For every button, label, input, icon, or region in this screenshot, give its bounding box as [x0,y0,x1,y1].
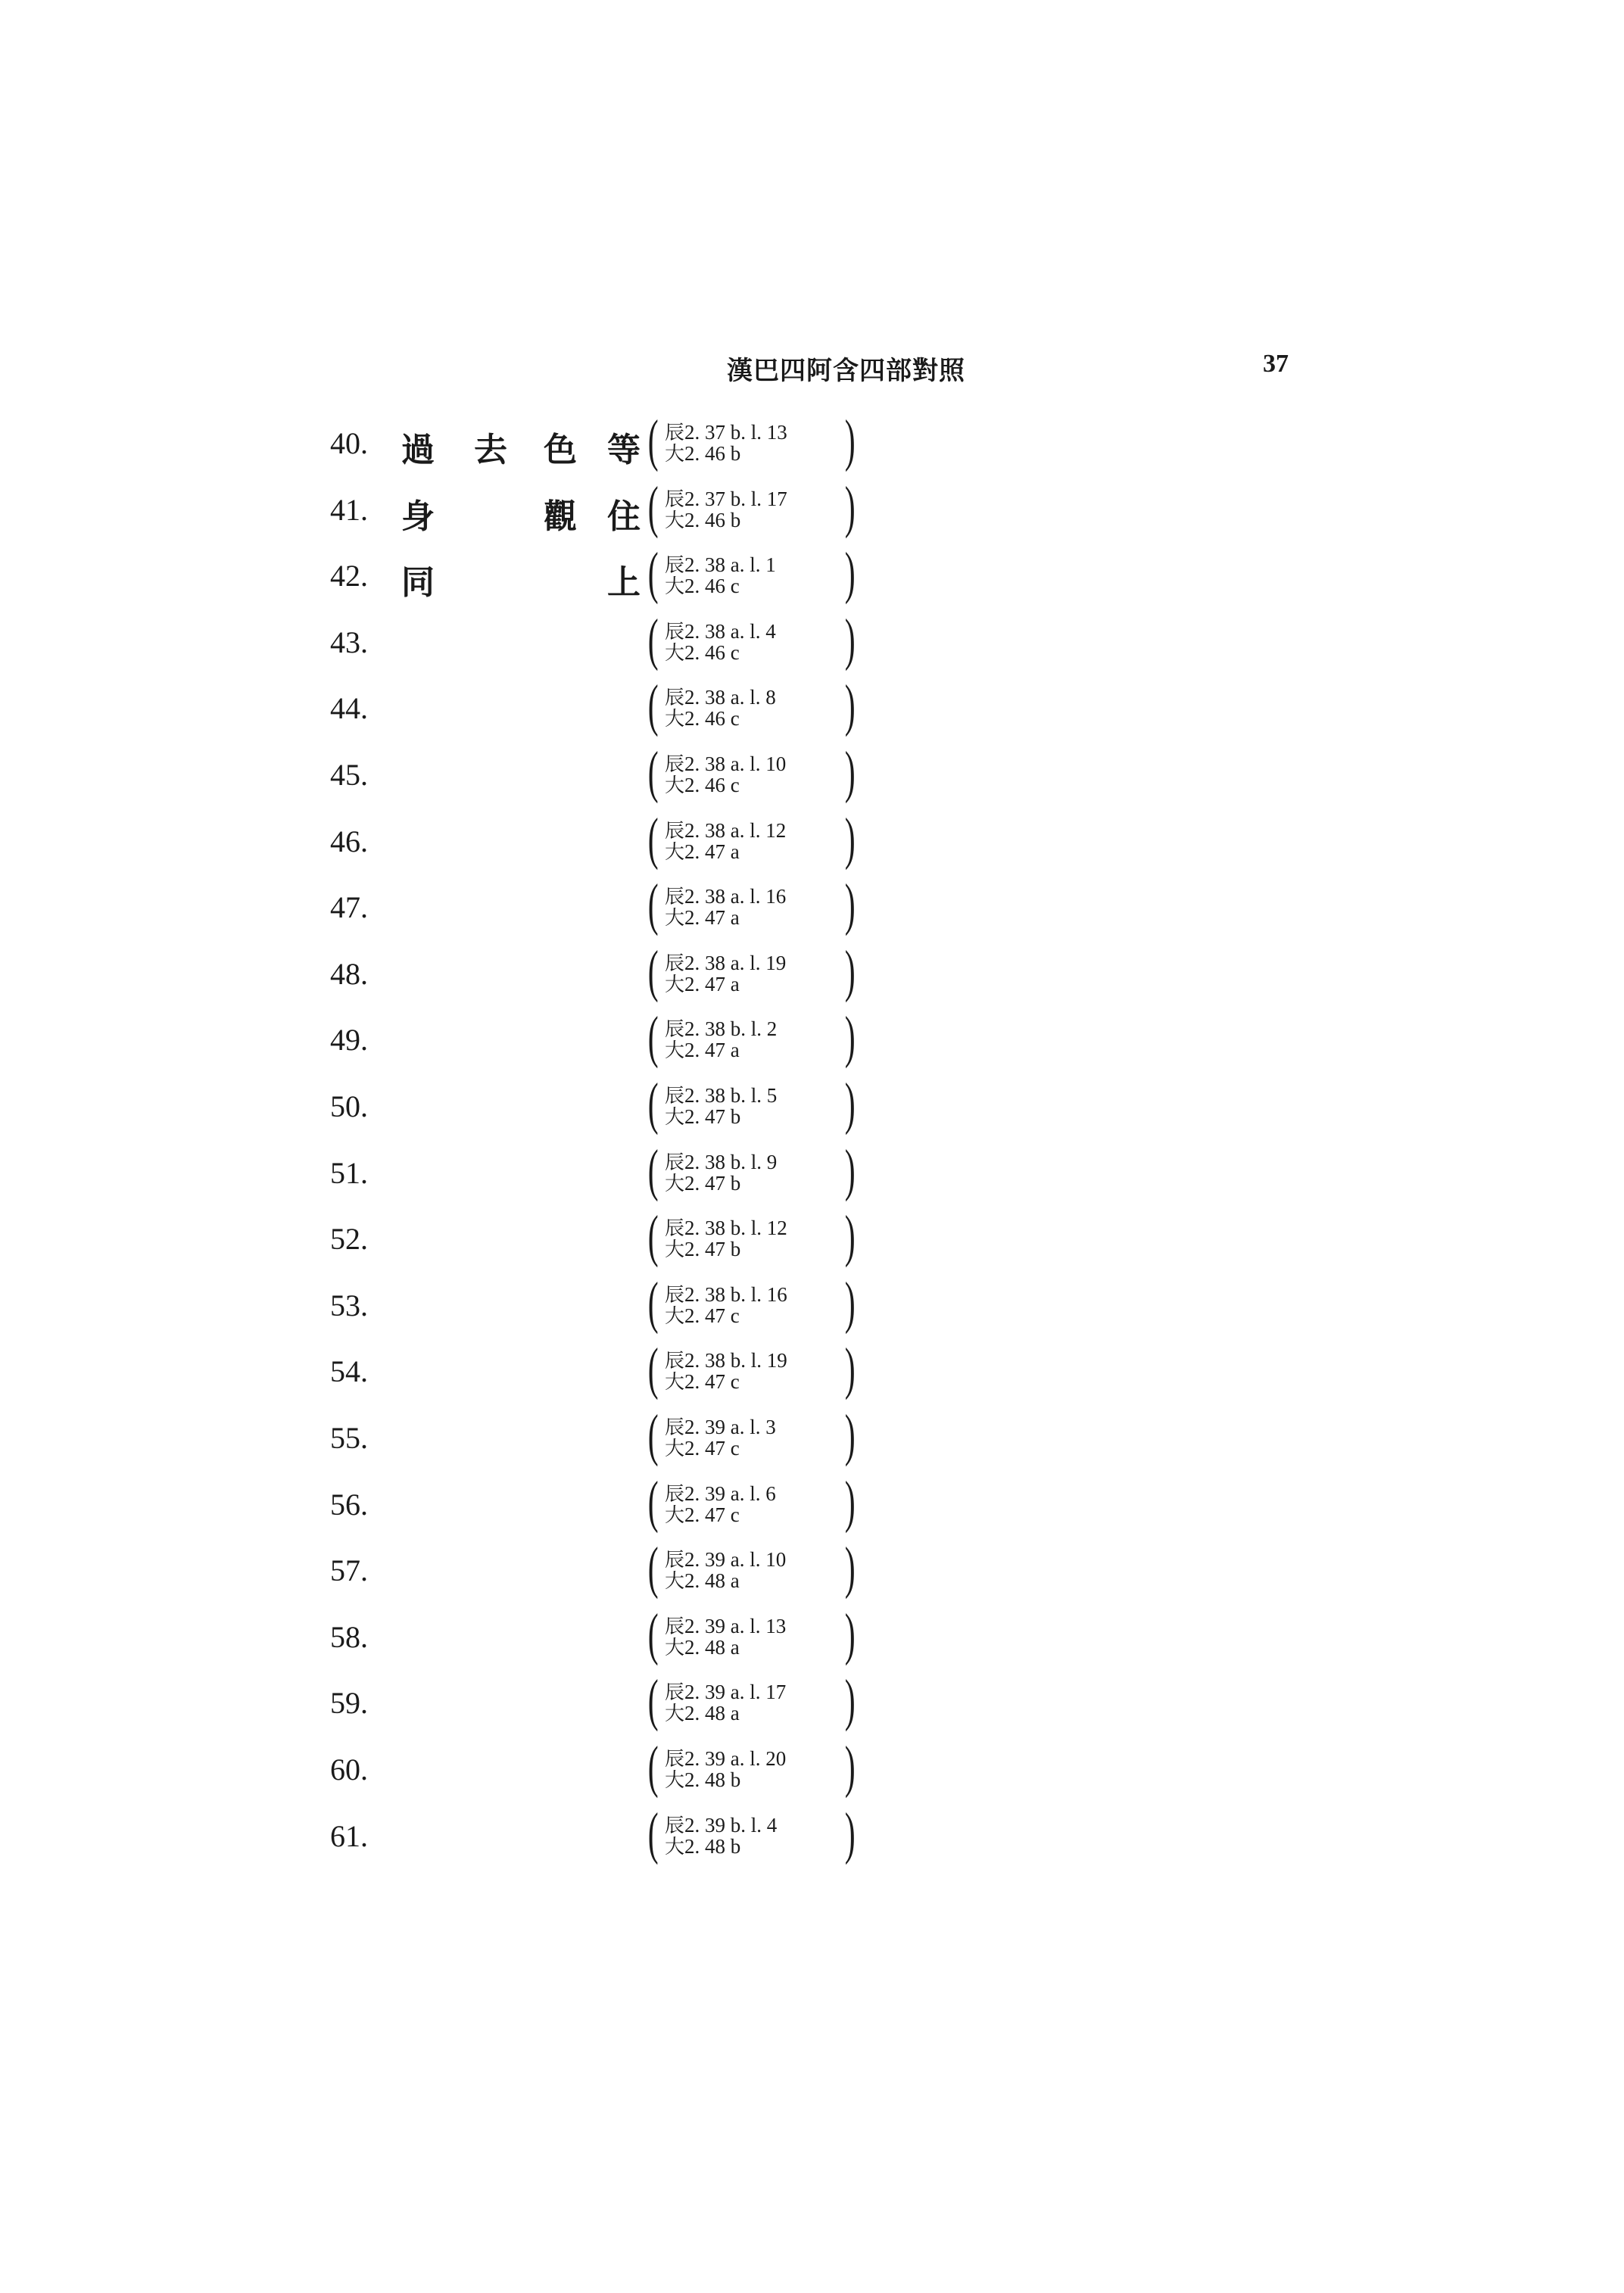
entry-number: 54. [330,1354,368,1389]
ref-source-bottom: 大 [665,509,685,532]
ref-line-bottom [665,906,740,930]
entry-row [0,939,1624,1006]
ref-line-bottom [665,973,740,996]
entry-reference [647,939,862,1006]
ref-line-top [665,620,776,643]
entry-row [0,409,1624,475]
close-paren: ) [844,1072,856,1136]
ref-line-top [665,952,786,975]
entry-reference [647,1404,862,1470]
entry-number: 51. [330,1155,368,1190]
close-paren: ) [844,1801,856,1865]
ref-source-bottom: 大 [665,774,685,797]
entry-row [0,806,1624,874]
ref-source-bottom: 大 [665,1636,685,1659]
ref-source-bottom: 大 [665,840,685,864]
open-paren: ( [647,1801,659,1865]
ref-line-bottom [665,509,740,532]
ref-value-top: 2. 37 b. l. 13 [684,421,787,444]
ref-line-bottom [665,1304,740,1328]
entry-number: 60. [330,1752,368,1787]
entry-row [0,674,1624,740]
ref-value-top: 2. 39 a. l. 20 [684,1747,787,1770]
ref-source-top: 辰 [665,1217,685,1241]
ref-source-top: 辰 [665,886,685,909]
entry-term-char: 去 [474,431,507,469]
ref-line-top [665,1151,777,1174]
ref-source-top: 辰 [665,1350,685,1373]
ref-source-bottom: 大 [665,708,685,731]
ref-source-bottom: 大 [665,1769,685,1792]
ref-source-top: 辰 [665,1615,685,1638]
open-paren: ( [647,1668,659,1733]
ref-line-top [665,1017,777,1041]
close-paren: ) [844,1005,856,1070]
entry-term-char: 觀 [544,497,577,536]
ref-value-bottom: 2. 46 c [684,575,740,598]
open-paren: ( [647,475,659,539]
entry-number: 50. [330,1089,368,1123]
ref-line-top [665,1548,786,1572]
ref-value-top: 2. 39 b. l. 4 [684,1813,778,1837]
open-paren: ( [647,1536,659,1600]
ref-line-top [665,488,787,511]
ref-source-bottom: 大 [665,1835,685,1858]
entry-term-char: 同 [401,563,435,603]
entry-number: 49. [330,1023,368,1058]
ref-source-bottom: 大 [665,1438,685,1460]
close-paren: ) [844,674,856,738]
entry-number: 44. [330,691,368,726]
ref-source-bottom: 大 [665,1172,685,1195]
ref-value-top: 2. 38 b. l. 16 [684,1282,787,1306]
close-paren: ) [844,1138,856,1202]
ref-line-top [665,686,776,709]
ref-value-top: 2. 38 b. l. 19 [684,1349,787,1372]
ref-source-top: 辰 [665,1085,685,1108]
entry-reference [647,873,862,939]
ref-source-top: 辰 [665,554,685,578]
ref-source-top: 辰 [665,1748,685,1771]
ref-source-top: 辰 [665,1416,685,1439]
entry-reference [647,607,862,675]
entry-term-char: 色 [544,431,577,469]
ref-source-top: 辰 [665,1681,685,1705]
entry-row [0,1138,1624,1205]
ref-value-top: 2. 38 b. l. 9 [684,1150,778,1173]
ref-value-top: 2. 37 b. l. 17 [684,487,787,510]
entry-term-char: 身 [401,497,435,536]
open-paren: ( [647,1337,659,1401]
open-paren: ( [647,1005,659,1070]
entry-reference [647,1138,862,1205]
open-paren: ( [647,409,659,472]
open-paren: ( [647,1270,659,1335]
ref-source-top: 辰 [665,1151,685,1174]
ref-value-bottom: 2. 47 b [684,1238,741,1261]
ref-line-top [665,1349,787,1372]
ref-source-top: 辰 [665,819,685,843]
ref-value-top: 2. 38 a. l. 19 [684,951,787,974]
ref-line-bottom [665,1437,740,1460]
ref-value-bottom: 2. 47 a [684,972,740,995]
ref-line-bottom [665,1370,740,1394]
ref-line-bottom [665,442,740,466]
entry-reference [647,740,862,807]
ref-line-top [665,1084,777,1108]
close-paren: ) [844,1536,856,1600]
ref-value-top: 2. 38 b. l. 2 [684,1017,778,1041]
entry-reference [647,674,862,740]
ref-value-top: 2. 38 a. l. 1 [684,553,776,577]
entry-row [0,1801,1624,1868]
close-paren: ) [844,806,856,871]
ref-value-bottom: 2. 46 b [684,442,741,465]
ref-source-top: 辰 [665,1549,685,1572]
entry-reference [647,1270,862,1338]
close-paren: ) [844,1270,856,1335]
close-paren: ) [844,541,856,606]
ref-line-bottom [665,1835,740,1858]
entry-row [0,1337,1624,1404]
ref-value-top: 2. 39 a. l. 10 [684,1548,787,1572]
close-paren: ) [844,1602,856,1666]
close-paren: ) [844,1337,856,1401]
entry-term-char: 等 [607,431,641,469]
close-paren: ) [844,1204,856,1269]
ref-source-bottom: 大 [665,1503,685,1527]
close-paren: ) [844,740,856,804]
open-paren: ( [647,1138,659,1202]
entry-number: 59. [330,1686,368,1721]
ref-line-bottom [665,774,740,797]
ref-source-bottom: 大 [665,1039,685,1063]
open-paren: ( [647,674,659,738]
ref-line-top [665,819,786,843]
entry-reference [647,1602,862,1669]
entry-row [0,1404,1624,1470]
entry-reference [647,409,862,475]
ref-value-top: 2. 39 a. l. 6 [684,1481,776,1505]
entry-number: 58. [330,1619,368,1654]
ref-line-bottom [665,707,740,731]
entry-reference [647,1801,862,1868]
ref-line-bottom [665,840,740,864]
ref-line-bottom [665,1636,740,1659]
ref-line-top [665,1681,786,1704]
entry-number: 61. [330,1818,368,1853]
open-paren: ( [647,806,659,871]
ref-line-top [665,752,786,776]
ref-source-top: 辰 [665,952,685,975]
ref-source-bottom: 大 [665,443,685,466]
ref-source-top: 辰 [665,1814,685,1837]
ref-line-top [665,421,787,444]
ref-value-top: 2. 38 b. l. 5 [684,1084,778,1107]
ref-value-bottom: 2. 47 c [684,1304,740,1327]
running-header-title: 漢巴四阿含四部對照 [727,356,965,386]
close-paren: ) [844,1469,856,1534]
entry-row [0,607,1624,675]
close-paren: ) [844,475,856,539]
ref-source-top: 辰 [665,1482,685,1506]
ref-line-bottom [665,1172,740,1195]
entry-reference [647,1072,862,1139]
page-number: 37 [1263,350,1289,378]
open-paren: ( [647,1735,659,1799]
ref-value-bottom: 2. 47 c [684,1370,740,1394]
entry-number: 48. [330,956,368,991]
ref-line-bottom [665,1238,740,1261]
ref-source-top: 辰 [665,422,685,444]
ref-value-bottom: 2. 48 a [684,1569,740,1593]
ref-line-bottom [665,1569,740,1593]
ref-value-top: 2. 38 a. l. 10 [684,752,787,775]
ref-line-bottom [665,1768,740,1792]
ref-line-top [665,1217,787,1240]
entry-reference [647,1337,862,1404]
entry-term-char: 過 [401,431,435,469]
entry-number: 56. [330,1487,368,1522]
ref-value-bottom: 2. 47 a [684,1039,740,1062]
entry-row [0,740,1624,807]
ref-value-bottom: 2. 48 b [684,1768,741,1791]
close-paren: ) [844,409,856,472]
entry-term-char: 住 [607,497,641,536]
entry-reference [647,1204,862,1271]
ref-source-bottom: 大 [665,1304,685,1328]
close-paren: ) [844,1404,856,1467]
ref-line-top [665,1615,786,1638]
ref-line-top [665,1482,776,1506]
ref-value-bottom: 2. 46 c [684,707,740,731]
ref-line-bottom [665,1105,740,1129]
ref-source-bottom: 大 [665,1106,685,1129]
entry-number: 52. [330,1222,368,1257]
ref-value-top: 2. 38 a. l. 12 [684,818,787,842]
ref-line-top [665,553,776,577]
ref-source-top: 辰 [665,1283,685,1307]
ref-source-bottom: 大 [665,973,685,996]
entry-number: 41. [330,492,368,527]
ref-line-bottom [665,1039,740,1062]
entry-number: 53. [330,1288,368,1323]
ref-source-top: 辰 [665,1018,685,1042]
ref-value-bottom: 2. 47 c [684,1503,740,1526]
ref-value-top: 2. 38 a. l. 8 [684,686,776,709]
close-paren: ) [844,939,856,1003]
entry-reference [647,1735,862,1802]
entry-reference [647,1469,862,1537]
close-paren: ) [844,1668,856,1733]
ref-source-bottom: 大 [665,575,685,599]
entry-row [0,873,1624,939]
entry-row [0,1469,1624,1537]
entry-number: 40. [330,426,368,460]
ref-line-bottom [665,1702,740,1725]
ref-value-bottom: 2. 47 b [684,1105,741,1128]
entry-reference [647,541,862,608]
ref-source-bottom: 大 [665,1703,685,1726]
entry-reference [647,1005,862,1072]
ref-value-bottom: 2. 48 b [684,1834,741,1858]
open-paren: ( [647,939,659,1003]
entry-row [0,1005,1624,1072]
entry-number: 55. [330,1421,368,1455]
open-paren: ( [647,1072,659,1136]
ref-line-bottom [665,1503,740,1527]
ref-value-bottom: 2. 46 c [684,640,740,664]
close-paren: ) [844,607,856,671]
entry-reference [647,1536,862,1603]
entry-row [0,1735,1624,1802]
entry-number: 46. [330,824,368,858]
ref-line-bottom [665,641,740,665]
ref-value-bottom: 2. 48 a [684,1702,740,1725]
entry-reference [647,1668,862,1735]
open-paren: ( [647,1404,659,1467]
ref-source-top: 辰 [665,488,685,511]
ref-source-bottom: 大 [665,1570,685,1594]
ref-value-top: 2. 38 b. l. 12 [684,1217,787,1240]
ref-line-bottom [665,575,740,598]
open-paren: ( [647,1602,659,1666]
ref-value-bottom: 2. 47 a [684,840,740,863]
ref-value-bottom: 2. 46 c [684,774,740,796]
open-paren: ( [647,740,659,804]
entry-number: 43. [330,625,368,659]
ref-value-top: 2. 39 a. l. 3 [684,1416,776,1438]
entry-row [0,1668,1624,1735]
ref-source-top: 辰 [665,687,685,710]
ref-source-bottom: 大 [665,1371,685,1394]
ref-value-top: 2. 39 a. l. 17 [684,1681,787,1704]
ref-line-top [665,1814,777,1837]
open-paren: ( [647,1204,659,1269]
ref-source-bottom: 大 [665,1238,685,1262]
ref-value-bottom: 2. 47 a [684,906,740,930]
entry-number: 57. [330,1553,368,1588]
entry-row [0,541,1624,608]
ref-value-top: 2. 38 a. l. 16 [684,885,787,908]
ref-value-bottom: 2. 47 b [684,1171,741,1195]
open-paren: ( [647,873,659,937]
ref-value-bottom: 2. 46 b [684,508,741,531]
entry-number: 47. [330,890,368,925]
entry-row [0,1270,1624,1338]
close-paren: ) [844,873,856,937]
entry-row [0,1204,1624,1271]
ref-value-top: 2. 38 a. l. 4 [684,619,776,643]
entry-reference [647,806,862,874]
entry-number: 45. [330,758,368,792]
open-paren: ( [647,1469,659,1534]
ref-source-top: 辰 [665,620,685,643]
ref-line-top [665,1283,787,1307]
ref-value-bottom: 2. 47 c [684,1437,740,1460]
entry-row [0,1072,1624,1139]
entry-reference [647,475,862,542]
ref-source-bottom: 大 [665,907,685,930]
entry-row [0,1536,1624,1603]
open-paren: ( [647,541,659,606]
ref-value-top: 2. 39 a. l. 13 [684,1614,787,1637]
ref-value-bottom: 2. 48 a [684,1635,740,1659]
ref-source-top: 辰 [665,753,685,776]
close-paren: ) [844,1735,856,1799]
open-paren: ( [647,607,659,671]
entry-row [0,475,1624,542]
entry-number: 42. [330,559,368,594]
ref-line-top [665,885,786,908]
ref-source-bottom: 大 [665,641,685,665]
ref-line-top [665,1747,786,1771]
ref-line-top [665,1416,776,1439]
entry-row [0,1602,1624,1669]
entry-term-char: 上 [607,563,641,603]
